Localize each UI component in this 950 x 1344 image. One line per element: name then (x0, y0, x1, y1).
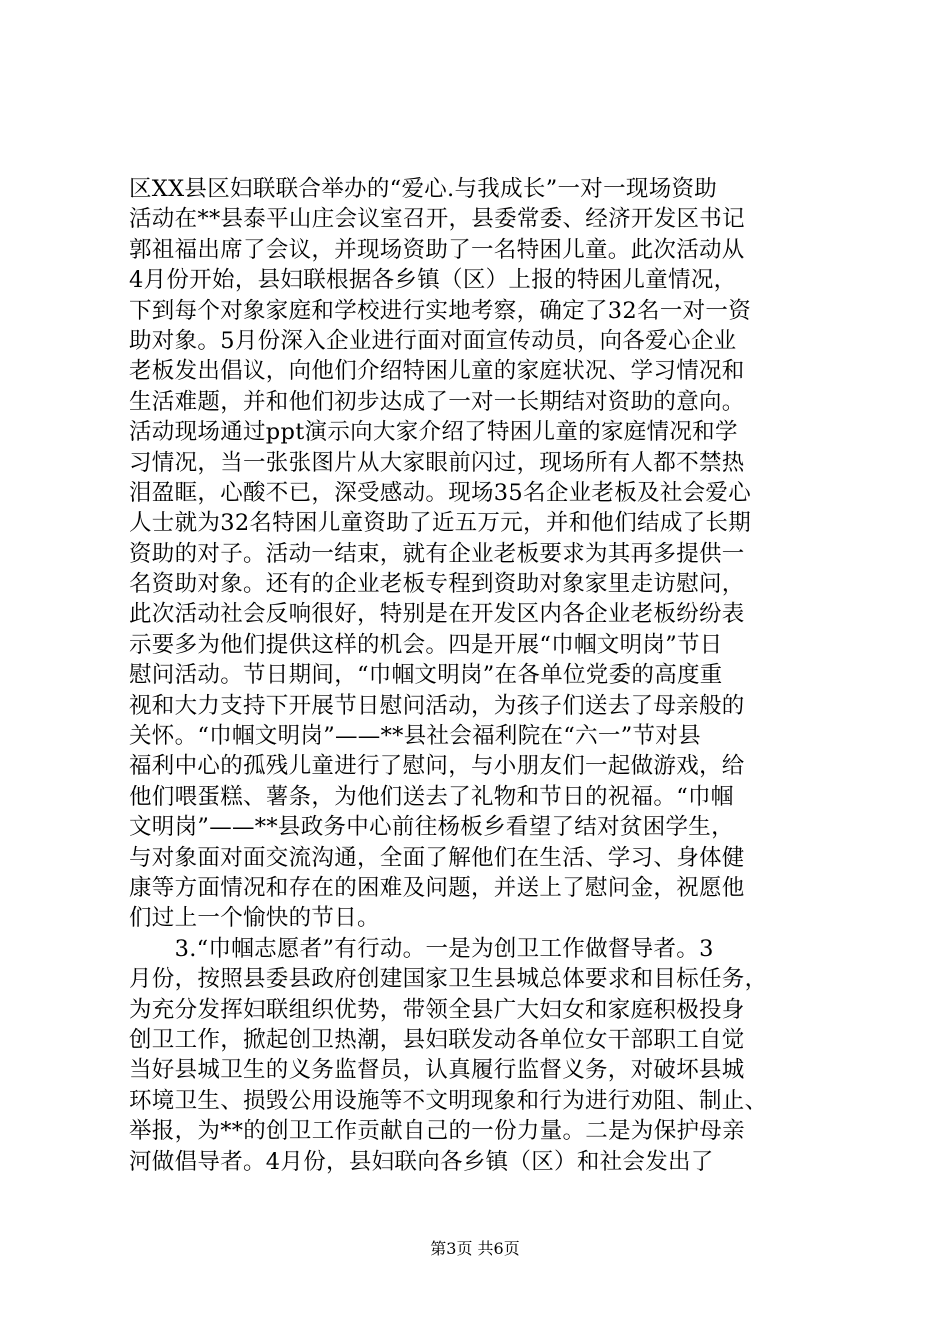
text-line: 们过上一个愉快的节日。 (129, 905, 380, 932)
text-line: 视和大力支持下开展节日慰问活动，为孩子们送去了母亲般的 (129, 692, 745, 719)
text-line: 为充分发挥妇联组织优势，带领全县广大妇女和家庭积极投身 (129, 996, 745, 1023)
text-line: 环境卫生、损毁公用设施等不文明现象和行为进行劝阻、制止、 (129, 1087, 768, 1114)
text-line: 河做倡导者。4月份，县妇联向各乡镇（区）和社会发出了 (129, 1148, 714, 1175)
body-text (129, 174, 829, 1177)
text-line: 文明岗”——**县政务中心前往杨板乡看望了结对贫困学生， (129, 814, 734, 841)
text-line: 郭祖福出席了会议，并现场资助了一名特困儿童。此次活动从 (129, 236, 745, 263)
text-line: 名资助对象。还有的企业老板专程到资助对象家里走访慰问， (129, 571, 745, 598)
text-line: 活动在**县泰平山庄会议室召开，县委常委、经济开发区书记 (129, 206, 745, 233)
text-line: 此次活动社会反响很好，特别是在开发区内各企业老板纷纷表 (129, 601, 745, 628)
text-line: 区XX县区妇联联合举办的“爱心.与我成长”一对一现场资助 (129, 176, 718, 202)
text-line: 习情况，当一张张图片从大家眼前闪过，现场所有人都不禁热 (129, 449, 745, 476)
text-line: 助对象。5月份深入企业进行面对面宣传动员，向各爱心企业 (129, 327, 737, 354)
text-line: 举报，为**的创卫工作贡献自己的一份力量。二是为保护母亲 (129, 1118, 745, 1145)
text-line: 康等方面情况和存在的困难及问题，并送上了慰问金，祝愿他 (129, 874, 745, 901)
text-line: 活动现场通过ppt演示向大家介绍了特困儿童的家庭情况和学 (129, 419, 738, 446)
text-line: 福利中心的孤残儿童进行了慰问，与小朋友们一起做游戏，给 (129, 753, 745, 780)
text-line: 人士就为32名特困儿童资助了近五万元，并和他们结成了长期 (129, 510, 752, 537)
text-line: 4月份开始，县妇联根据各乡镇（区）上报的特困儿童情况， (129, 267, 737, 294)
text-line: 与对象面对面交流沟通，全面了解他们在生活、学习、身体健 (129, 844, 745, 871)
text-line: 资助的对子。活动一结束，就有企业老板要求为其再多提供一 (129, 540, 745, 567)
text-line: 泪盈眶，心酸不已，深受感动。现场35名企业老板及社会爱心 (129, 479, 752, 506)
text-line: 他们喂蛋糕、薯条，为他们送去了礼物和节日的祝福。“巾帼 (129, 783, 734, 810)
text-line: 生活难题，并和他们初步达成了一对一长期结对资助的意向。 (129, 388, 745, 415)
text-line: 慰问活动。节日期间，“巾帼文明岗”在各单位党委的高度重 (129, 662, 723, 689)
text-line: 3.“巾帼志愿者”有行动。一是为创卫工作做督导者。3 (129, 935, 714, 962)
page-footer: 第3页 共6页 (430, 1239, 520, 1258)
text-line: 老板发出倡议，向他们介绍特困儿童的家庭状况、学习情况和 (129, 358, 745, 385)
text-line: 创卫工作，掀起创卫热潮，县妇联发动各单位女干部职工自觉 (129, 1026, 745, 1053)
text-line: 下到每个对象家庭和学校进行实地考察，确定了32名一对一资 (129, 297, 752, 324)
text-line: 示要多为他们提供这样的机会。四是开展“巾帼文明岗”节日 (129, 631, 723, 658)
text-line: 月份，按照县委县政府创建国家卫生县城总体要求和目标任务， (129, 966, 768, 993)
text-line: 当好县城卫生的义务监督员，认真履行监督义务，对破坏县城 (129, 1057, 745, 1084)
text-line: 关怀。“巾帼文明岗”——**县社会福利院在“六一”节对县 (129, 723, 701, 750)
